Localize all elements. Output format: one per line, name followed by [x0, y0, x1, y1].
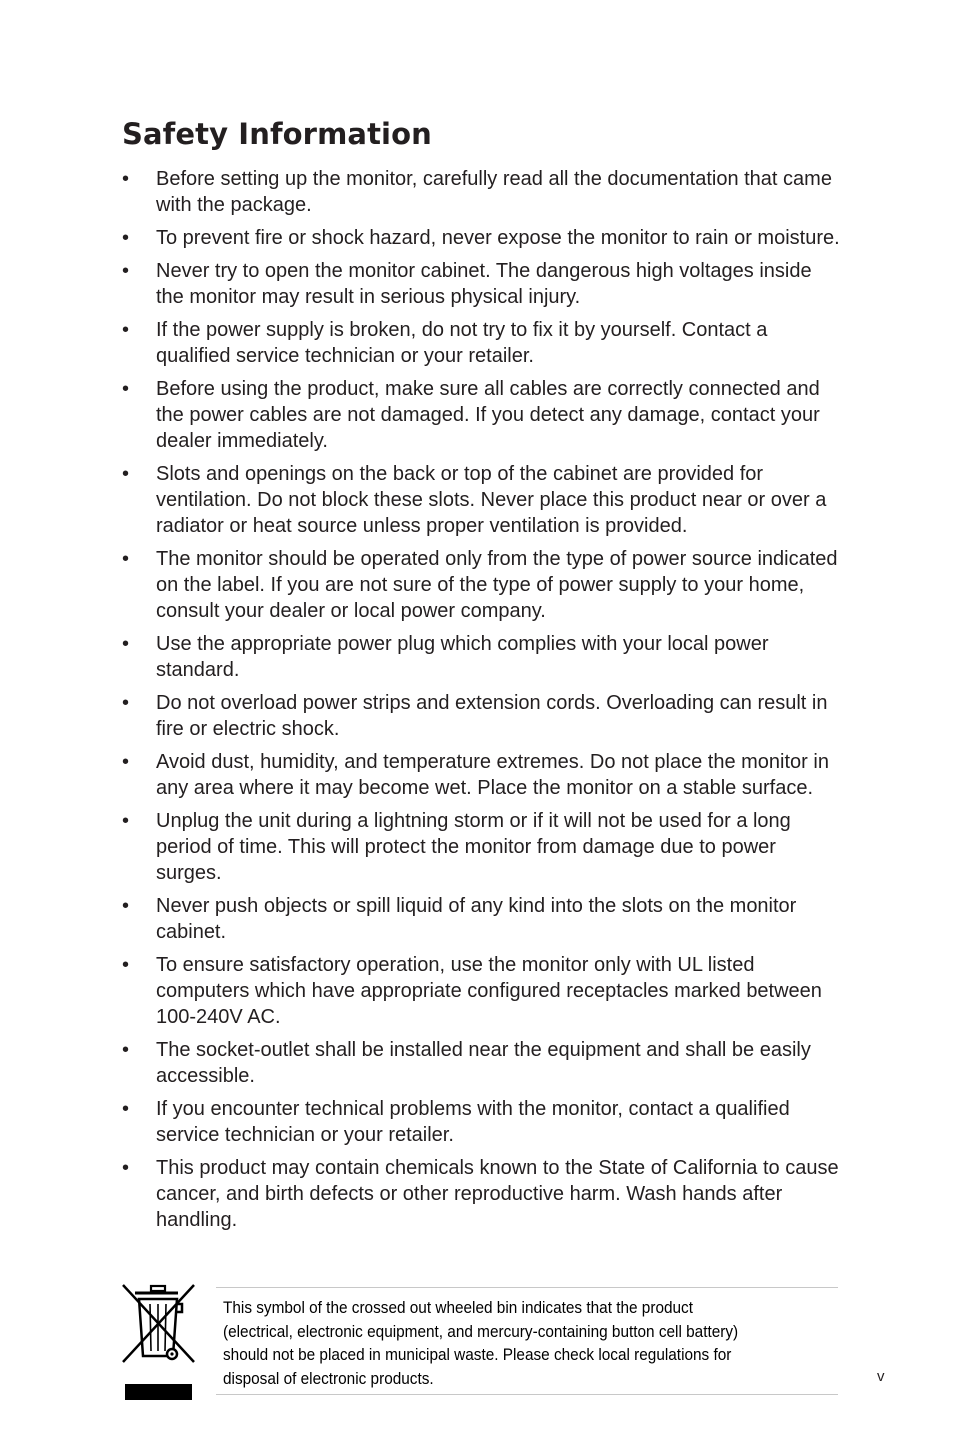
list-item-text: Use the appropriate power plug which complies with your local power standard. [156, 633, 769, 681]
bullet-marker: • [122, 692, 130, 714]
list-item [122, 317, 842, 369]
bullet-marker: • [122, 954, 130, 976]
list-item-text: Before using the product, make sure all cables are correctly connected and the power cables are not damaged. If you detect any damage, contact your dealer immediately. [156, 378, 820, 452]
list-item-text: Avoid dust, humidity, and temperature extremes. Do not place the monitor in any area where it may become wet. Place the monitor on a stable surface. [156, 751, 829, 799]
list-item-text: This product may contain chemicals known to the State of California to cause cancer, and birth defects or other reproductive harm. Wash hands after handling. [156, 1157, 839, 1231]
weee-text-line: (electrical, electronic equipment, and mercury-containing button cell battery) [223, 1322, 739, 1341]
bullet-marker: • [122, 633, 130, 655]
list-item-text: Unplug the unit during a lightning storm or if it will not be used for a long period of time. This will protect the monitor from damage due to power surges. [156, 810, 791, 884]
list-item-text: To ensure satisfactory operation, use the monitor only with UL listed computers which have appropriate configured receptacles marked between 100-240V AC. [156, 954, 822, 1028]
list-item [122, 1037, 842, 1089]
list-item-text: Never push objects or spill liquid of any kind into the slots on the monitor cabinet. [156, 895, 797, 943]
list-item-text: If you encounter technical problems with the monitor, contact a qualified service technician or your retailer. [156, 1098, 790, 1146]
bullet-marker: • [122, 227, 130, 249]
list-item-text: Slots and openings on the back or top of the cabinet are provided for ventilation. Do not block these slots. Never place this product near or over a radiator or heat source unless proper ventilation is provided. [156, 463, 827, 537]
list-item [122, 952, 842, 1030]
list-item-text: Do not overload power strips and extension cords. Overloading can result in fire or electric shock. [156, 692, 828, 740]
page-title: Safety Information [122, 117, 432, 151]
list-item [122, 749, 842, 801]
bullet-marker: • [122, 751, 130, 773]
bullet-marker: • [122, 1098, 130, 1120]
list-item-text: If the power supply is broken, do not try to fix it by yourself. Contact a qualified service technician or your retailer. [156, 319, 768, 367]
list-item [122, 1096, 842, 1148]
list-item [122, 258, 842, 310]
list-item [122, 690, 842, 742]
list-item [122, 631, 842, 683]
list-item [122, 376, 842, 454]
bullet-marker: • [122, 1039, 130, 1061]
list-item-text: To prevent fire or shock hazard, never expose the monitor to rain or moisture. [156, 227, 840, 249]
list-item-text: Before setting up the monitor, carefully read all the documentation that came with the package. [156, 168, 832, 216]
list-item [122, 893, 842, 945]
bullet-marker: • [122, 463, 130, 485]
bullet-marker: • [122, 548, 130, 570]
list-item-text: The socket-outlet shall be installed near the equipment and shall be easily accessible. [156, 1039, 811, 1087]
weee-text-box [216, 1287, 838, 1395]
bullet-marker: • [122, 260, 130, 282]
list-item [122, 1155, 842, 1233]
bullet-marker: • [122, 378, 130, 400]
list-item [122, 461, 842, 539]
weee-notice [118, 1280, 838, 1400]
weee-text [223, 1297, 781, 1391]
bullet-marker: • [122, 1157, 130, 1179]
list-item [122, 166, 842, 218]
list-item [122, 225, 842, 251]
safety-bullet-list [122, 166, 842, 1240]
weee-text-line: should not be placed in municipal waste. Please check local regulations for [223, 1346, 732, 1364]
bullet-marker: • [122, 810, 130, 832]
list-item [122, 546, 842, 624]
weee-text-line: disposal of electronic products. [223, 1369, 434, 1388]
crossed-out-wheeled-bin-icon [118, 1280, 198, 1402]
bullet-marker: • [122, 895, 130, 917]
weee-text-line: This symbol of the crossed out wheeled bin indicates that the product [223, 1299, 693, 1317]
page-number: v [877, 1368, 885, 1385]
list-item [122, 808, 842, 886]
list-item-text: The monitor should be operated only from the type of power source indicated on the label. If you are not sure of the type of power supply to your home, consult your dealer or local power company. [156, 548, 838, 622]
list-item-text: Never try to open the monitor cabinet. The dangerous high voltages inside the monitor may result in serious physical injury. [156, 260, 812, 308]
bullet-marker: • [122, 168, 130, 190]
bullet-marker: • [122, 319, 130, 341]
